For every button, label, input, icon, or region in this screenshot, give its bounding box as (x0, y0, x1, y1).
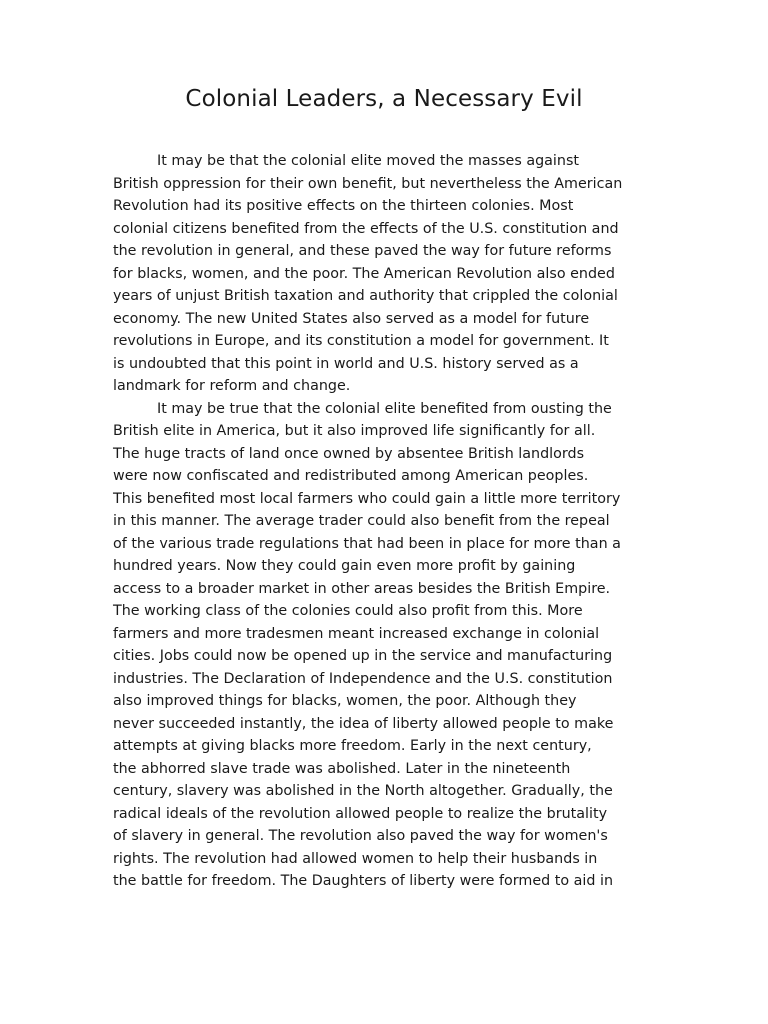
text-line: the abhorred slave trade was abolished. Later in the nineteenth (113, 760, 571, 777)
text-line: were now confiscated and redistributed among American peoples. (113, 468, 589, 484)
text-line: cities. Jobs could now be opened up in the service and manufacturing (113, 648, 613, 664)
text-line: never succeeded instantly, the idea of liberty allowed people to make (113, 715, 614, 732)
text-line: of slavery in general. The revolution also paved the way for women's (113, 828, 608, 844)
text-line: access to a broader market in other areas besides the British Empire. (113, 580, 611, 597)
text-line: This benefited most local farmers who could gain a little more territory (113, 490, 621, 507)
text-line: economy. The new United States also served as a model for future (113, 310, 590, 327)
text-line: attempts at giving blacks more freedom. Early in the next century, (113, 738, 592, 754)
text-line: hundred years. Now they could gain even more profit by gaining (113, 558, 576, 574)
text-line: Revolution had its positive effects on the thirteen colonies. Most (113, 198, 574, 214)
text-line: British oppression for their own benefit, but nevertheless the American (113, 175, 623, 192)
document-body (113, 150, 673, 893)
text-line: The working class of the colonies could also profit from this. More (113, 603, 583, 619)
paragraph-first-line: It may be true that the colonial elite benefited from ousting the (157, 400, 612, 417)
text-line: the revolution in general, and these paved the way for future reforms (113, 243, 612, 259)
text-line: The huge tracts of land once owned by absentee British landlords (113, 445, 585, 462)
text-line: century, slavery was abolished in the North altogether. Gradually, the (113, 783, 613, 799)
text-line: years of unjust British taxation and authority that crippled the colonial (113, 288, 618, 304)
text-line: for blacks, women, and the poor. The American Revolution also ended (113, 265, 615, 282)
text-line: of the various trade regulations that had been in place for more than a (113, 535, 621, 552)
text-line: landmark for reform and change. (113, 378, 351, 394)
text-line: revolutions in Europe, and its constitution a model for government. It (113, 333, 609, 349)
text-line: industries. The Declaration of Independence and the U.S. constitution (113, 670, 613, 687)
paragraph-first-line: It may be that the colonial elite moved the masses against (157, 153, 580, 169)
text-line: radical ideals of the revolution allowed people to realize the brutality (113, 805, 608, 822)
text-line: is undoubted that this point in world and U.S. history served as a (113, 355, 579, 372)
text-line: rights. The revolution had allowed women to help their husbands in (113, 850, 598, 867)
text-line: in this manner. The average trader could also benefit from the repeal (113, 513, 610, 529)
text-line: colonial citizens benefited from the effects of the U.S. constitution and (113, 220, 619, 237)
text-line: British elite in America, but it also improved life significantly for all. (113, 423, 596, 439)
document-title: Colonial Leaders, a Necessary Evil (185, 86, 583, 112)
text-line: farmers and more tradesmen meant increased exchange in colonial (113, 625, 600, 642)
text-line: also improved things for blacks, women, the poor. Although they (113, 693, 577, 709)
text-line: the battle for freedom. The Daughters of liberty were formed to aid in (113, 873, 614, 889)
